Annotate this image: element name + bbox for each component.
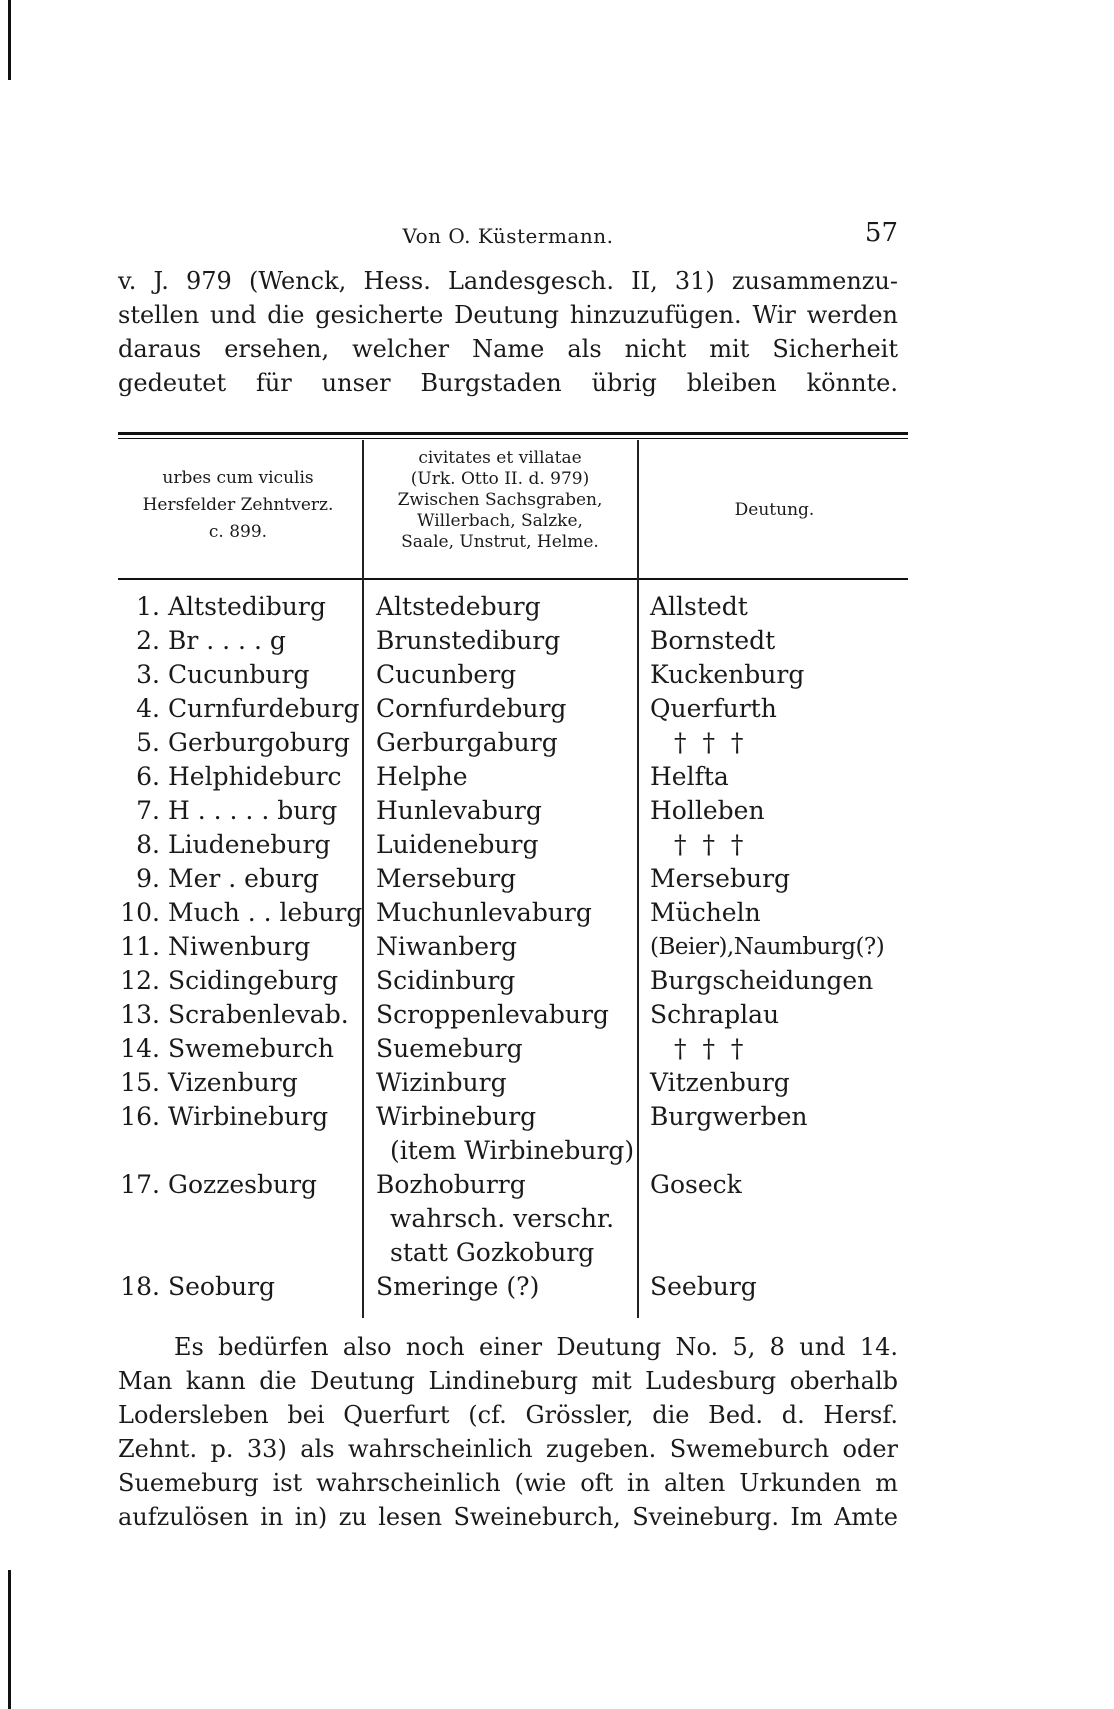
civitates-cell: wahrsch. verschr. xyxy=(390,1204,615,1233)
urbes-cell: Br . . . . g xyxy=(168,626,286,655)
deutung-cell: Merseburg xyxy=(650,864,791,893)
civitates-cell: Niwanberg xyxy=(376,932,518,961)
table-row xyxy=(118,1032,908,1066)
deutung-cell: Burgscheidungen xyxy=(650,966,874,995)
civitates-cell: Wizinburg xyxy=(376,1068,507,1097)
deutung-cell: Allstedt xyxy=(650,592,748,621)
table-row xyxy=(118,1100,908,1134)
table-row-continuation xyxy=(118,1202,908,1236)
row-number: 1. xyxy=(136,592,160,621)
urbes-cell: Helphideburc xyxy=(168,762,342,791)
deutung-cell: Querfurth xyxy=(650,694,777,723)
urbes-cell: Swemeburch xyxy=(168,1034,334,1063)
closing-line: Es bedürfen also noch einer Deutung No. 5, 8 und 14. xyxy=(174,1333,898,1361)
deutung-cell: Goseck xyxy=(650,1170,742,1199)
civitates-cell: Altstedeburg xyxy=(376,592,541,621)
row-number: 9. xyxy=(136,864,160,893)
urbes-cell: Altstediburg xyxy=(168,592,326,621)
row-number: 10. xyxy=(120,898,160,927)
civitates-cell: Scidinburg xyxy=(376,966,516,995)
closing-line: Zehnt. p. 33) als wahrscheinlich zugeben. Swemeburch oder xyxy=(118,1435,898,1463)
deutung-cell: Helfta xyxy=(650,762,729,791)
deutung-cell: Burgwerben xyxy=(650,1102,808,1131)
row-number: 7. xyxy=(136,796,160,825)
closing-line: Man kann die Deutung Lindineburg mit Ludesburg oberhalb xyxy=(118,1367,898,1395)
table-row xyxy=(118,896,908,930)
table-row xyxy=(118,964,908,998)
row-number: 8. xyxy=(136,830,160,859)
table-row xyxy=(118,930,908,964)
table-row xyxy=(118,624,908,658)
row-number: 14. xyxy=(120,1034,160,1063)
urbes-cell: H . . . . . burg xyxy=(168,796,338,825)
table-row-continuation xyxy=(118,1134,908,1168)
urbes-cell: Much . . leburg xyxy=(168,898,363,927)
closing-line: Suemeburg ist wahrscheinlich (wie oft in alten Urkunden m xyxy=(118,1469,898,1497)
civitates-cell: Merseburg xyxy=(376,864,517,893)
table-row xyxy=(118,794,908,828)
page-header xyxy=(118,218,898,252)
running-title: Von O. Küstermann. xyxy=(402,224,614,248)
row-number: 16. xyxy=(120,1102,160,1131)
row-number: 13. xyxy=(120,1000,160,1029)
civitates-cell: Cornfurdeburg xyxy=(376,694,567,723)
row-number: 3. xyxy=(136,660,160,689)
page-number: 57 xyxy=(864,218,898,248)
urbes-cell: Gozzesburg xyxy=(168,1170,318,1199)
table-row xyxy=(118,692,908,726)
table-row xyxy=(118,1066,908,1100)
deutung-cell: Kuckenburg xyxy=(650,660,805,689)
closing-line: aufzulösen in in) zu lesen Sweineburch, Sveineburg. Im Amte xyxy=(118,1503,898,1531)
civitates-cell: Brunstediburg xyxy=(376,626,561,655)
urbes-cell: Liudeneburg xyxy=(168,830,331,859)
intro-line: daraus ersehen, welcher Name als nicht mit Sicherheit xyxy=(118,335,898,363)
row-number: 17. xyxy=(120,1170,160,1199)
row-number: 18. xyxy=(120,1272,160,1301)
table-row xyxy=(118,590,908,624)
intro-line: v. J. 979 (Wenck, Hess. Landesgesch. II, 31) zusammenzu- xyxy=(118,267,898,295)
table-row xyxy=(118,726,908,760)
civitates-cell: (item Wirbineburg) xyxy=(390,1136,635,1165)
civitates-cell: statt Gozkoburg xyxy=(390,1238,595,1267)
civitates-cell: Luideneburg xyxy=(376,830,539,859)
urbes-cell: Seoburg xyxy=(168,1272,276,1301)
civitates-cell: Hunlevaburg xyxy=(376,796,542,825)
civitates-cell: Scroppenlevaburg xyxy=(376,1000,609,1029)
row-number: 15. xyxy=(120,1068,160,1097)
urbes-cell: Scidingeburg xyxy=(168,966,339,995)
civitates-cell: Smeringe (?) xyxy=(376,1272,540,1301)
left-margin-mark-top xyxy=(8,0,11,80)
table-row xyxy=(118,828,908,862)
deutung-cell: Vitzenburg xyxy=(650,1068,790,1097)
deutung-cell: † † † xyxy=(674,728,748,757)
deutung-cell: † † † xyxy=(674,1034,748,1063)
closing-line: Lodersleben bei Querfurt (cf. Grössler, die Bed. d. Hersf. xyxy=(118,1401,898,1429)
table-top-rule-thick xyxy=(118,432,908,435)
closing-paragraph xyxy=(118,1330,898,1534)
table-row xyxy=(118,1270,908,1304)
civitates-cell: Helphe xyxy=(376,762,468,791)
urbes-cell: Vizenburg xyxy=(168,1068,298,1097)
urbes-cell: Gerburgoburg xyxy=(168,728,350,757)
table-row xyxy=(118,862,908,896)
civitates-cell: Muchunlevaburg xyxy=(376,898,592,927)
row-number: 5. xyxy=(136,728,160,757)
intro-paragraph xyxy=(118,264,898,400)
table-row xyxy=(118,998,908,1032)
civitates-cell: Bozhoburrg xyxy=(376,1170,526,1199)
table-top-rule-thin xyxy=(118,438,908,439)
deutung-cell: Seeburg xyxy=(650,1272,757,1301)
urbes-cell: Niwenburg xyxy=(168,932,311,961)
table-row xyxy=(118,760,908,794)
row-number: 12. xyxy=(120,966,160,995)
civitates-cell: Cucunberg xyxy=(376,660,517,689)
column-header-urbes: urbes cum viculis Hersfelder Zehntverz. c. 899. xyxy=(142,468,334,542)
civitates-cell: Wirbineburg xyxy=(376,1102,537,1131)
row-number: 2. xyxy=(136,626,160,655)
intro-line: gedeutet für unser Burgstaden übrig bleiben könnte. xyxy=(118,369,898,397)
urbes-cell: Scrabenlevab. xyxy=(168,1000,349,1029)
row-number: 11. xyxy=(120,932,160,961)
intro-line: stellen und die gesicherte Deutung hinzuzufügen. Wir werden xyxy=(118,301,898,329)
deutung-cell: (Beier),Naumburg(?) xyxy=(650,934,885,960)
column-header-deutung: Deutung. xyxy=(734,500,815,520)
civitates-cell: Suemeburg xyxy=(376,1034,523,1063)
urbes-cell: Mer . eburg xyxy=(168,864,320,893)
deutung-cell: Bornstedt xyxy=(650,626,776,655)
row-number: 4. xyxy=(136,694,160,723)
urbes-cell: Wirbineburg xyxy=(168,1102,329,1131)
table-row xyxy=(118,1168,908,1202)
urbes-cell: Cucunburg xyxy=(168,660,310,689)
deutung-cell: Schraplau xyxy=(650,1000,780,1029)
deutung-cell: Mücheln xyxy=(650,898,761,927)
table-row-continuation xyxy=(118,1236,908,1270)
deutung-cell: Holleben xyxy=(650,796,765,825)
deutung-cell: † † † xyxy=(674,830,748,859)
urbes-cell: Curnfurdeburg xyxy=(168,694,360,723)
row-number: 6. xyxy=(136,762,160,791)
table-header-bottom-rule xyxy=(118,578,908,580)
column-header-civitates: civitates et villatae (Urk. Otto II. d. 979) Zwischen Sachsgraben, Willerbach, Salzke, Saale, Unstrut, Helme. xyxy=(397,448,603,552)
civitates-cell: Gerburgaburg xyxy=(376,728,558,757)
table-row xyxy=(118,658,908,692)
left-margin-mark-bottom xyxy=(8,1570,11,1709)
